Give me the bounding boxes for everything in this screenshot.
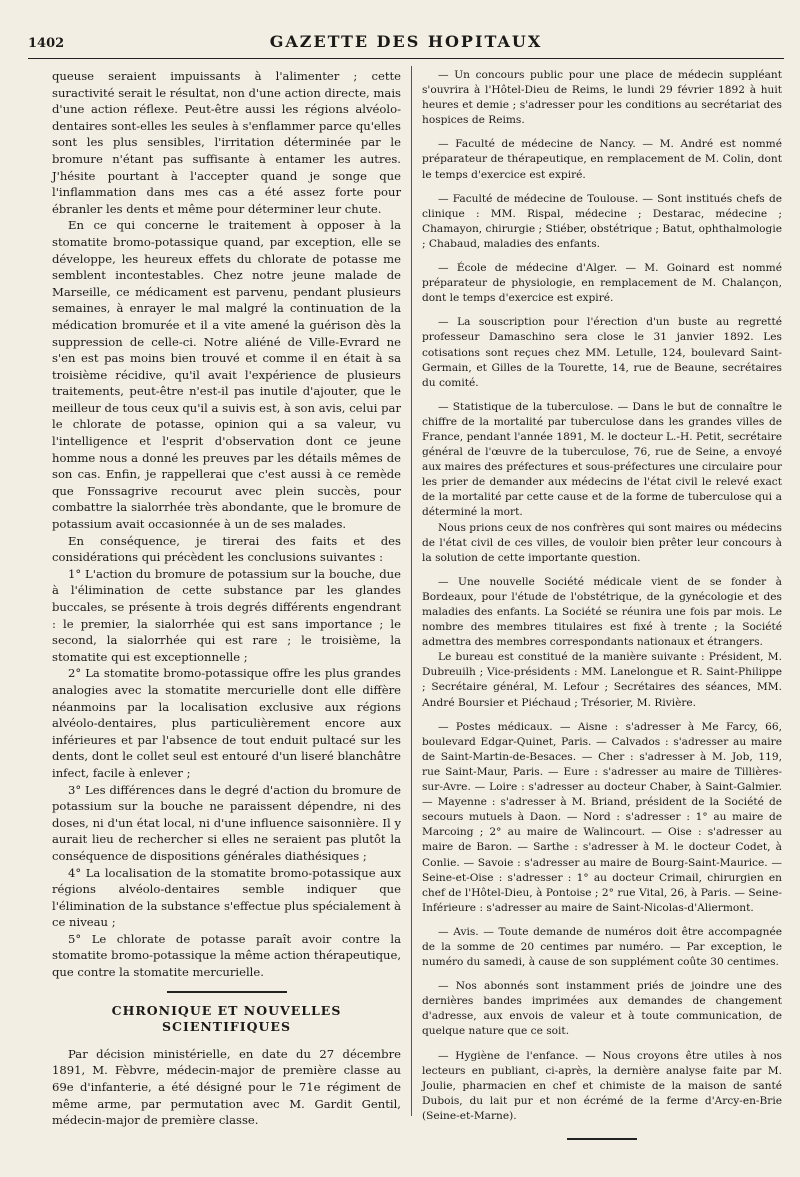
paragraph: En conséquence, je tirerai des faits et des considérations qui précèdent les conclusions suivantes :	[52, 533, 401, 565]
left-column	[52, 68, 401, 1129]
page-header	[28, 32, 784, 54]
news-item: — Hygiène de l'enfance. — Nous croyons être utiles à nos lecteurs en publiant, ci-après, la dernière analyse faite par M. Joulie, pharmacien en chef et chimiste de la maison de santé Dubois, du lait pur et non écrémé de la ferme d'Arcy-en-Brie (Seine-et-Marne).	[422, 1049, 782, 1122]
conclusion-item: 5° Le chlorate de potasse paraît avoir contre la stomatite bromo-potassique la même action thérapeutique, que contre la stomatite mercurielle.	[52, 931, 401, 980]
page-number: 1402	[28, 36, 65, 51]
news-item: — La souscription pour l'érection d'un buste au regretté professeur Damaschino sera close le 31 janvier 1892. Les cotisations sont reçues chez MM. Letulle, 124, boulevard Saint-Germain, et Gilles de la Tourette, 14, rue de Beaune, secrétaires du comité.	[422, 316, 782, 389]
conclusion-item: 1° L'action du bromure de potassium sur la bouche, due à l'élimination de cette substance par les glandes buccales, se présente à trois degrés différents engendrant : le premier, la sialorrhée qui est sans importance ; le second, la sialorrhée qui est rare ; le troisième, la stomatite qui est exceptionnelle ;	[52, 566, 401, 664]
news-item: — Avis. — Toute demande de numéros doit être accompagnée de la somme de 20 centimes par numéro. — Par exception, le numéro du samedi, à cause de son supplément coûte 30 centimes.	[422, 925, 782, 969]
news-item: Nous prions ceux de nos confrères qui sont maires ou médecins de l'état civil de ces villes, de vouloir bien prêter leur concours à la solution de cette importante question.	[422, 521, 782, 564]
paragraph: En ce qui concerne le traitement à opposer à la stomatite bromo-potassique quand, par exception, elle se développe, les heureux effets du chlorate de potasse me semblent incontestables. Chez notre jeune malade de Marseille, ce médicament est parvenu, pendant plusieurs semaines, à enrayer le mal malgré la continuation de la médication bromurée et il a vite amené la guérison dès la suppression de celle-ci. Notre aliéné de Ville-Evrard ne s'en est pas moins bien trouvé et comme il en était à sa troisième récidive, qu'il avait l'expérience de plusieurs traitements, peut-être n'est-il pas inutile d'ajouter, que le meilleur de tous ceux qu'il a suivis est, à son avis, celui par le chlorate de potasse, opinion qui a sa valeur, vu l'intelligence et l'esprit d'observation dont ce jeune homme nous a donné les preuves par les détails mêmes de son cas. Enfin, je rappellerai que c'est aussi à ce remède que Fonssagrive recourut avec plein succès, pour combattre la sialorrhée très abondante, que le bromure de potassium avait occasionnée à un de ses malades.	[52, 218, 401, 532]
header-rule	[28, 58, 784, 59]
conclusion-item: 4° La localisation de la stomatite bromo-potassique aux régions alvéolo-dentaires semble indiquer que l'élimination de la substance s'effectue plus spécialement à ce niveau ;	[52, 865, 401, 930]
column-divider	[411, 66, 412, 1116]
right-column	[422, 68, 782, 1140]
news-item: — Nos abonnés sont instamment priés de joindre une des dernières bandes imprimées aux demandes de changement d'adresse, aux envois de valeur et à toute communication, de quelque nature que ce soit.	[422, 980, 782, 1038]
news-item: Le bureau est constitué de la manière suivante : Président, M. Dubreuilh ; Vice-présidents : MM. Lanelongue et R. Saint-Philippe ; Secrétaire général, M. Lefour ; Secrétaires des séances, MM. André Boursier et Piéchaud ; Trésorier, M. Rivière.	[422, 651, 782, 709]
news-item: — Un concours public pour une place de médecin suppléant s'ouvrira à l'Hôtel-Dieu de Reims, le lundi 29 février 1892 à huit heures et demie ; s'adresser pour les conditions au secrétariat des hospices de Reims.	[422, 69, 782, 127]
news-item: — École de médecine d'Alger. — M. Goinard est nommé préparateur de physiologie, en remplacement de M. Chalançon, dont le temps d'exercice est expiré.	[422, 262, 782, 305]
journal-title: GAZETTE DES HOPITAUX	[269, 32, 543, 51]
news-item: — Postes médicaux. — Aisne : s'adresser à Me Farcy, 66, boulevard Edgar-Quinet, Paris. — Calvados : s'adresser au maire de Saint-Martin-de-Besaces. — Cher : s'adresser à M. Job, 119, rue Saint-Maur, Paris. — Eure : s'adresser au maire de Tillières-sur-Avre. — Loire : s'adresser au docteur Chaber, à Saint-Galmier. — Mayenne : s'adresser à M. Briand, président de la Société de secours mutuels à Daon. — Nord : s'adresser : 1° au maire de Marcoing ; 2° au maire de Walincourt. — Oise : s'adresser au maire de Baron. — Sarthe : s'adresser à M. le docteur Codet, à Conlie. — Savoie : s'adresser au maire de Bourg-Saint-Maurice. — Seine-et-Oise : s'adresser : 1° au docteur Crimail, chirurgien en chef de l'Hôtel-Dieu, à Pontoise ; 2° rue Vital, 26, à Paris. — Seine-Inférieure : s'adresser au maire de Saint-Nicolas-d'Aliermont.	[422, 720, 782, 914]
conclusion-item: 2° La stomatite bromo-potassique offre les plus grandes analogies avec la stomatite mercurielle dont elle diffère néanmoins par la localisation exclusive aux régions alvéolo-dentaires, plus particulièrement encore aux inférieures et par l'absence de tout enduit pultacé sur les dents, dont le collet seul est entouré d'un liseré blanchâtre infect, facile à enlever ;	[52, 666, 401, 780]
conclusion-item: 3° Les différences dans le degré d'action du bromure de potassium sur la bouche ne paraissent dépendre, ni des doses, ni d'un état local, ni d'une influence saisonnière. Il y aurait lieu de rechercher si elles ne seraient pas plutôt la conséquence de dispositions générales diathésiques ;	[52, 782, 401, 863]
news-item: — Faculté de médecine de Toulouse. — Sont institués chefs de clinique : MM. Rispal, médecine ; Destarac, médecine ; Chamayon, chirurgie ; Stiéber, obstétrique ; Batut, ophthalmologie ; Chabaud, maladies des enfants.	[422, 192, 782, 250]
paragraph: Par décision ministérielle, en date du 27 décembre 1891, M. Fèbvre, médecin-major de première classe au 69e d'infanterie, a été désigné pour le 71e régiment de même arme, par permutation avec M. Gardit Gentil, médecin-major de première classe.	[52, 1046, 401, 1128]
end-divider	[567, 1138, 637, 1140]
paragraph: queuse seraient impuissants à l'alimenter ; cette suractivité serait le résultat, non d'une action directe, mais d'une action réflexe. Peut-être aussi les régions alvéolo-dentaires sont-elles les seules à s'enflammer parce qu'elles sont les plus sensibles, l'irritation déterminée par le bromure n'étant pas suffisante à entamer les autres. J'hésite pourtant à l'accepter quand je songe que l'inflammation dans mes cas a été assez forte pour ébranler les dents et même pour déterminer leur chute.	[52, 69, 401, 216]
news-item: — Une nouvelle Société médicale vient de se fonder à Bordeaux, pour l'étude de l'obstétrique, de la gynécologie et des maladies des enfants. La Société se réunira une fois par mois. Le nombre des membres titulaires est fixé à trente ; la Société admettra des membres correspondants nationaux et étrangers.	[422, 575, 782, 649]
news-item: — Faculté de médecine de Nancy. — M. André est nommé préparateur de thérapeutique, en remplacement de M. Colin, dont le temps d'exercice est expiré.	[422, 138, 782, 181]
section-divider	[167, 991, 287, 993]
news-item: — Statistique de la tuberculose. — Dans le but de connaître le chiffre de la mortalité par tuberculose dans les grandes villes de France, pendant l'année 1891, M. le docteur L.-H. Petit, secrétaire général de l'œuvre de la tuberculose, 76, rue de Seine, a envoyé aux maires des préfectures et sous-préfectures une circulaire pour les prier de demander aux médecins de l'état civil le relevé exact de la mortalité par cette cause et de la forme de tuberculose qui a déterminé la mort.	[422, 400, 782, 519]
section-title: CHRONIQUE ET NOUVELLES SCIENTIFIQUES	[111, 1002, 342, 1035]
